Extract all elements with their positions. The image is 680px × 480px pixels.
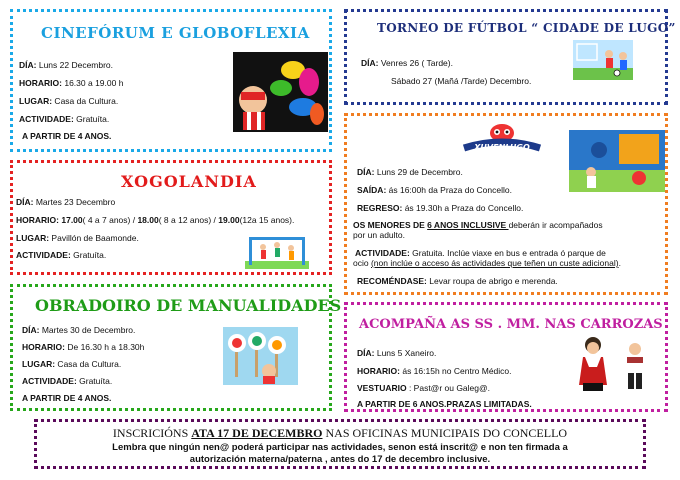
xuvenlugo-departure: SAÍDA: ás 16:00h da Praza do Concello. xyxy=(357,185,512,195)
cineforum-day: DÍA: Luns 22 Decembro. xyxy=(19,60,114,70)
acompana-costume: VESTUARIO : Past@r ou Galeg@. xyxy=(357,383,490,393)
galician-costume-image xyxy=(569,335,659,393)
obradoiro-box xyxy=(10,284,342,411)
inscricions-note-2: autorización materna/paterna , antes do 17 de decembro inclusive. xyxy=(189,454,491,465)
xuvenlugo-return: REGRESO: ás 19.30h a Praza do Concello. xyxy=(357,203,524,213)
inscricions-headline: INSCRICIÓNS ATA 17 DE DECEMBRO NAS OFICINAS MUNICIPAIS DO CONCELLO xyxy=(112,426,568,440)
torneo-title: TORNEO DE FÚTBOL “ CIDADE DE LUGO” xyxy=(377,21,676,35)
inscricions-box xyxy=(34,419,646,469)
acompana-schedule: HORARIO: ás 16:15h no Centro Médico. xyxy=(357,366,512,376)
xuvenlugo-minors: OS MENORES DE 6 ANOS INCLUSIVE deberán ir acompañados xyxy=(353,220,603,230)
torneo-day: DÍA: Venres 26 ( Tarde). xyxy=(361,58,453,68)
xogolandia-place: LUGAR: Pavillón de Baamonde. xyxy=(16,233,139,243)
crafts-image xyxy=(223,327,298,385)
obradoiro-place: LUGAR: Casa da Cultura. xyxy=(22,359,122,369)
torneo-box xyxy=(344,9,676,105)
torneo-day2: Sábado 27 (Mañá /Tarde) Decembro. xyxy=(391,76,532,86)
xuvenlugo-logo-text: XUVENLUGO xyxy=(474,143,530,152)
xuvenlugo-activity-2: ocio (non inclúe o acceso ás actividades que teñen un custe adicional). xyxy=(353,258,621,268)
obradoiro-title: OBRADOIRO DE MANUALIDADES xyxy=(35,296,342,315)
acompana-title: ACOMPAÑA AS SS . MM. NAS CARROZAS xyxy=(359,317,663,332)
cineforum-title: CINEFÓRUM E GLOBOFLEXIA xyxy=(41,24,310,42)
acompana-day: DÍA: Luns 5 Xaneiro. xyxy=(357,348,437,358)
obradoiro-activity: ACTIVIDADE: Gratuíta. xyxy=(22,376,113,386)
acompana-box xyxy=(344,302,668,412)
cineforum-place: LUGAR: Casa da Cultura. xyxy=(19,96,119,106)
cineforum-schedule: HORARIO: 16.30 a 19.00 h xyxy=(19,78,124,88)
cineforum-box xyxy=(10,9,332,152)
inscricions-note-1: Lembra que ningún nen@ poderá participar nas actividades, senon está inscrit@ e non ten firmada a xyxy=(112,442,568,453)
obradoiro-day: DÍA: Martes 30 de Decembro. xyxy=(22,325,136,335)
football-kids-image xyxy=(573,40,633,80)
xuvenlugo-minors-2: por un adulto. xyxy=(353,230,405,240)
cineforum-activity: ACTIVIDADE: Gratuíta. xyxy=(19,114,110,124)
xogolandia-schedule: HORARIO: 17.00( 4 a 7 anos) / 18.00( 8 a 12 anos) / 19.00(12a 15 anos). xyxy=(16,215,295,225)
playground-image xyxy=(245,231,309,269)
xuvenlugo-day: DÍA: Luns 29 de Decembro. xyxy=(357,167,463,177)
xuvenlugo-recommend: RECOMÉNDASE: Levar roupa de abrigo e merenda. xyxy=(357,276,558,286)
indoor-park-image xyxy=(569,130,665,192)
xogolandia-activity: ACTIVIDADE: Gratuíta. xyxy=(16,250,107,260)
obradoiro-schedule: HORARIO: De 16.30 h a 18.30h xyxy=(22,342,145,352)
acompana-age: A PARTIR DE 6 ANOS.PRAZAS LIMITADAS. xyxy=(357,399,532,409)
xogolandia-title: XOGOLANDIA xyxy=(121,172,257,191)
xuvenlugo-box xyxy=(344,113,668,295)
cinema-balloons-image xyxy=(233,52,328,132)
xuvenlugo-activity: ACTIVIDADE: Gratuita. Inclúe viaxe en bus e entrada ó parque de xyxy=(355,248,606,258)
obradoiro-age: A PARTIR DE 4 ANOS. xyxy=(22,393,112,403)
xuvenlugo-logo xyxy=(462,122,542,152)
cineforum-age: A PARTIR DE 4 ANOS. xyxy=(22,131,112,141)
xogolandia-day: DÍA: Martes 23 Decembro xyxy=(16,197,116,207)
xogolandia-box xyxy=(10,160,332,275)
